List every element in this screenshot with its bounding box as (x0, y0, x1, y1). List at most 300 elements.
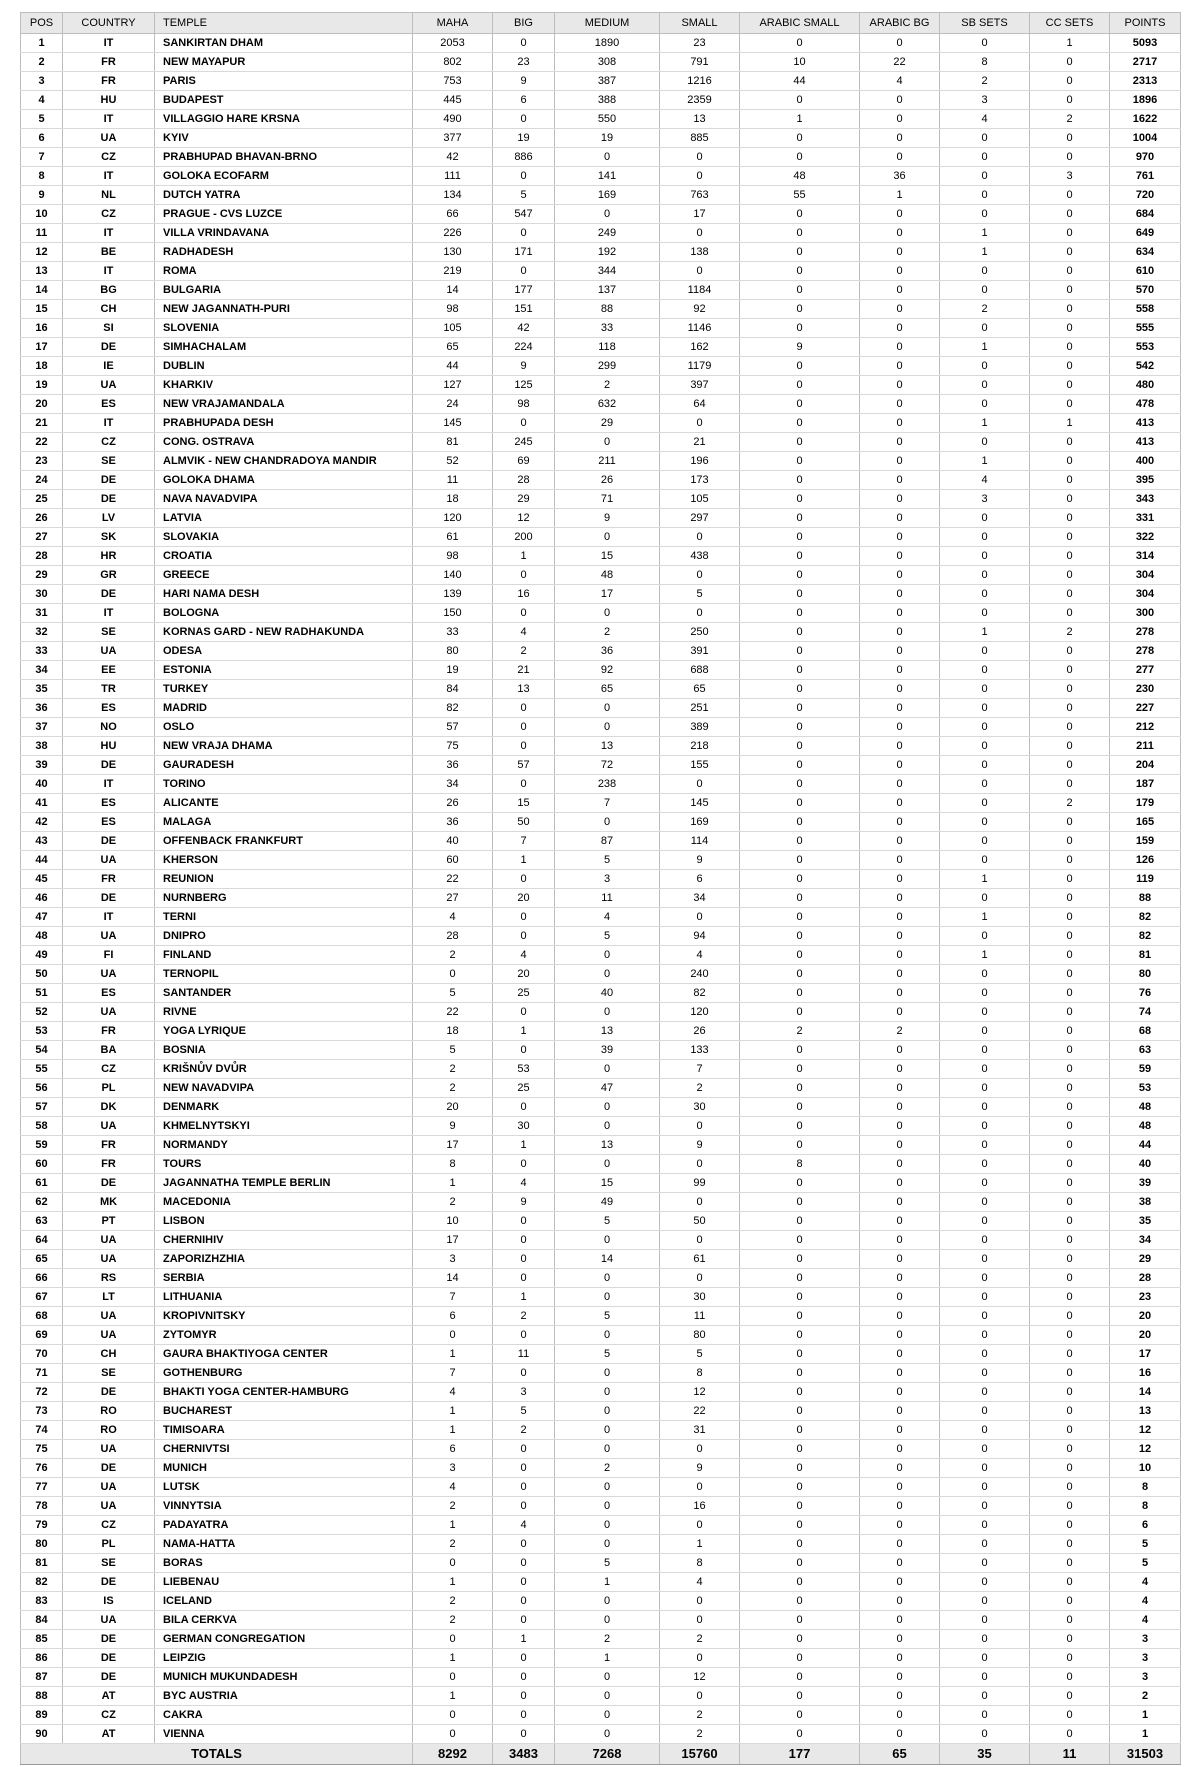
cell-country: DE (63, 1174, 155, 1193)
cell-big: 0 (493, 1554, 555, 1573)
cell-country: UA (63, 376, 155, 395)
cell-cc-sets: 0 (1030, 851, 1110, 870)
table-row (21, 300, 1181, 319)
cell-points: 331 (1110, 509, 1181, 528)
cell-country: UA (63, 1003, 155, 1022)
cell-big: 200 (493, 528, 555, 547)
cell-maha: 82 (413, 699, 493, 718)
cell-small: 2 (660, 1079, 740, 1098)
cell-small: 0 (660, 1516, 740, 1535)
cell-small: 218 (660, 737, 740, 756)
cell-arabic-small: 0 (740, 1003, 860, 1022)
cell-cc-sets: 0 (1030, 91, 1110, 110)
cell-cc-sets: 0 (1030, 1212, 1110, 1231)
cell-arabic-bg: 0 (860, 794, 940, 813)
cell-cc-sets: 0 (1030, 1706, 1110, 1725)
cell-medium: 0 (555, 1592, 660, 1611)
cell-cc-sets: 0 (1030, 338, 1110, 357)
cell-small: 0 (660, 148, 740, 167)
cell-arabic-bg: 0 (860, 357, 940, 376)
cell-temple: VINNYTSIA (155, 1497, 413, 1516)
cell-sb-sets: 2 (940, 300, 1030, 319)
cell-points: 165 (1110, 813, 1181, 832)
cell-pos: 53 (21, 1022, 63, 1041)
cell-points: 230 (1110, 680, 1181, 699)
cell-maha: 84 (413, 680, 493, 699)
cell-sb-sets: 0 (940, 1098, 1030, 1117)
cell-maha: 57 (413, 718, 493, 737)
cell-big: 2 (493, 1421, 555, 1440)
cell-pos: 27 (21, 528, 63, 547)
cell-medium: 87 (555, 832, 660, 851)
cell-big: 0 (493, 737, 555, 756)
cell-arabic-bg: 0 (860, 300, 940, 319)
cell-cc-sets: 0 (1030, 965, 1110, 984)
cell-medium: 36 (555, 642, 660, 661)
cell-pos: 39 (21, 756, 63, 775)
cell-country: IT (63, 262, 155, 281)
table-row (21, 1535, 1181, 1554)
total-small: 15760 (660, 1744, 740, 1765)
cell-pos: 49 (21, 946, 63, 965)
cell-temple: BYC AUSTRIA (155, 1687, 413, 1706)
cell-country: UA (63, 1231, 155, 1250)
cell-maha: 2 (413, 1193, 493, 1212)
cell-arabic-small: 0 (740, 281, 860, 300)
cell-temple: MACEDONIA (155, 1193, 413, 1212)
cell-cc-sets: 0 (1030, 1459, 1110, 1478)
cell-arabic-small: 0 (740, 965, 860, 984)
cell-pos: 76 (21, 1459, 63, 1478)
cell-sb-sets: 0 (940, 1079, 1030, 1098)
cell-maha: 36 (413, 756, 493, 775)
cell-maha: 42 (413, 148, 493, 167)
cell-country: DE (63, 756, 155, 775)
cell-big: 0 (493, 1003, 555, 1022)
cell-small: 50 (660, 1212, 740, 1231)
cell-pos: 70 (21, 1345, 63, 1364)
cell-temple: NEW VRAJA DHAMA (155, 737, 413, 756)
cell-temple: LISBON (155, 1212, 413, 1231)
cell-points: 126 (1110, 851, 1181, 870)
cell-sb-sets: 0 (940, 528, 1030, 547)
cell-temple: NEW VRAJAMANDALA (155, 395, 413, 414)
cell-country: FR (63, 72, 155, 91)
cell-cc-sets: 0 (1030, 1288, 1110, 1307)
cell-big: 1 (493, 547, 555, 566)
cell-maha: 5 (413, 1041, 493, 1060)
cell-maha: 1 (413, 1573, 493, 1592)
cell-maha: 14 (413, 281, 493, 300)
cell-sb-sets: 0 (940, 1193, 1030, 1212)
cell-pos: 13 (21, 262, 63, 281)
cell-country: UA (63, 1117, 155, 1136)
cell-country: EE (63, 661, 155, 680)
cell-sb-sets: 0 (940, 1231, 1030, 1250)
cell-cc-sets: 0 (1030, 357, 1110, 376)
cell-sb-sets: 0 (940, 604, 1030, 623)
cell-big: 0 (493, 1535, 555, 1554)
cell-arabic-small: 0 (740, 1060, 860, 1079)
table-row (21, 243, 1181, 262)
cell-sb-sets: 0 (940, 566, 1030, 585)
cell-arabic-small: 0 (740, 414, 860, 433)
cell-country: PL (63, 1079, 155, 1098)
cell-temple: CHERNIHIV (155, 1231, 413, 1250)
cell-small: 133 (660, 1041, 740, 1060)
table-row (21, 566, 1181, 585)
cell-sb-sets: 1 (940, 224, 1030, 243)
cell-medium: 0 (555, 1516, 660, 1535)
cell-big: 20 (493, 965, 555, 984)
table-row (21, 1041, 1181, 1060)
cell-pos: 42 (21, 813, 63, 832)
cell-country: FR (63, 1136, 155, 1155)
cell-arabic-bg: 0 (860, 433, 940, 452)
table-row (21, 1421, 1181, 1440)
cell-points: 1004 (1110, 129, 1181, 148)
cell-medium: 308 (555, 53, 660, 72)
cell-sb-sets: 0 (940, 1668, 1030, 1687)
cell-arabic-small: 0 (740, 1497, 860, 1516)
cell-big: 0 (493, 1212, 555, 1231)
cell-small: 297 (660, 509, 740, 528)
table-row (21, 1022, 1181, 1041)
cell-points: 20 (1110, 1326, 1181, 1345)
cell-temple: MUNICH (155, 1459, 413, 1478)
cell-temple: ROMA (155, 262, 413, 281)
cell-country: IS (63, 1592, 155, 1611)
cell-big: 0 (493, 1250, 555, 1269)
cell-sb-sets: 1 (940, 623, 1030, 642)
cell-country: PT (63, 1212, 155, 1231)
cell-arabic-small: 0 (740, 1478, 860, 1497)
cell-medium: 169 (555, 186, 660, 205)
cell-maha: 17 (413, 1231, 493, 1250)
cell-medium: 0 (555, 205, 660, 224)
cell-pos: 34 (21, 661, 63, 680)
cell-maha: 0 (413, 965, 493, 984)
cell-pos: 7 (21, 148, 63, 167)
cell-points: 3 (1110, 1649, 1181, 1668)
cell-sb-sets: 8 (940, 53, 1030, 72)
cell-medium: 0 (555, 1611, 660, 1630)
cell-arabic-small: 0 (740, 1611, 860, 1630)
cell-country: DE (63, 1383, 155, 1402)
cell-cc-sets: 0 (1030, 1193, 1110, 1212)
cell-country: FR (63, 870, 155, 889)
cell-cc-sets: 0 (1030, 1155, 1110, 1174)
cell-pos: 46 (21, 889, 63, 908)
table-row (21, 1174, 1181, 1193)
cell-points: 16 (1110, 1364, 1181, 1383)
cell-cc-sets: 0 (1030, 1421, 1110, 1440)
cell-temple: CROATIA (155, 547, 413, 566)
cell-medium: 26 (555, 471, 660, 490)
cell-arabic-bg: 1 (860, 186, 940, 205)
cell-cc-sets: 0 (1030, 756, 1110, 775)
cell-arabic-small: 0 (740, 1687, 860, 1706)
cell-arabic-small: 0 (740, 262, 860, 281)
cell-points: 59 (1110, 1060, 1181, 1079)
cell-small: 4 (660, 1573, 740, 1592)
cell-maha: 52 (413, 452, 493, 471)
cell-pos: 37 (21, 718, 63, 737)
cell-sb-sets: 0 (940, 585, 1030, 604)
cell-big: 6 (493, 91, 555, 110)
cell-big: 0 (493, 1155, 555, 1174)
cell-arabic-bg: 0 (860, 1478, 940, 1497)
cell-points: 970 (1110, 148, 1181, 167)
cell-cc-sets: 0 (1030, 1516, 1110, 1535)
cell-arabic-small: 55 (740, 186, 860, 205)
cell-arabic-small: 0 (740, 300, 860, 319)
cell-cc-sets: 0 (1030, 1022, 1110, 1041)
cell-sb-sets: 0 (940, 1421, 1030, 1440)
cell-small: 17 (660, 205, 740, 224)
table-row (21, 870, 1181, 889)
cell-big: 0 (493, 699, 555, 718)
cell-cc-sets: 0 (1030, 642, 1110, 661)
cell-medium: 14 (555, 1250, 660, 1269)
cell-country: UA (63, 1497, 155, 1516)
cell-big: 16 (493, 585, 555, 604)
cell-temple: BHAKTI YOGA CENTER-HAMBURG (155, 1383, 413, 1402)
cell-arabic-bg: 0 (860, 585, 940, 604)
cell-maha: 111 (413, 167, 493, 186)
cell-small: 162 (660, 338, 740, 357)
cell-sb-sets: 0 (940, 1630, 1030, 1649)
cell-cc-sets: 0 (1030, 1725, 1110, 1744)
cell-temple: NAMA-HATTA (155, 1535, 413, 1554)
cell-small: 94 (660, 927, 740, 946)
cell-medium: 0 (555, 1687, 660, 1706)
cell-big: 0 (493, 1364, 555, 1383)
cell-country: IT (63, 34, 155, 53)
cell-arabic-bg: 0 (860, 1250, 940, 1269)
cell-cc-sets: 0 (1030, 908, 1110, 927)
cell-arabic-bg: 0 (860, 1041, 940, 1060)
cell-arabic-small: 0 (740, 832, 860, 851)
table-row (21, 1402, 1181, 1421)
cell-temple: BOSNIA (155, 1041, 413, 1060)
cell-sb-sets: 0 (940, 1212, 1030, 1231)
cell-cc-sets: 0 (1030, 319, 1110, 338)
cell-big: 125 (493, 376, 555, 395)
cell-sb-sets: 0 (940, 1326, 1030, 1345)
cell-arabic-small: 0 (740, 547, 860, 566)
table-row (21, 395, 1181, 414)
cell-temple: SIMHACHALAM (155, 338, 413, 357)
cell-country: CZ (63, 433, 155, 452)
cell-country: ES (63, 794, 155, 813)
table-row (21, 946, 1181, 965)
cell-points: 227 (1110, 699, 1181, 718)
cell-small: 0 (660, 1478, 740, 1497)
table-row (21, 1725, 1181, 1744)
cell-arabic-small: 0 (740, 984, 860, 1003)
cell-pos: 54 (21, 1041, 63, 1060)
cell-cc-sets: 0 (1030, 262, 1110, 281)
cell-arabic-small: 0 (740, 319, 860, 338)
cell-cc-sets: 0 (1030, 53, 1110, 72)
cell-country: CZ (63, 1706, 155, 1725)
cell-big: 0 (493, 414, 555, 433)
cell-pos: 84 (21, 1611, 63, 1630)
cell-medium: 0 (555, 1668, 660, 1687)
cell-cc-sets: 1 (1030, 414, 1110, 433)
table-row (21, 1573, 1181, 1592)
cell-small: 31 (660, 1421, 740, 1440)
cell-pos: 50 (21, 965, 63, 984)
cell-arabic-bg: 0 (860, 566, 940, 585)
cell-maha: 26 (413, 794, 493, 813)
cell-medium: 211 (555, 452, 660, 471)
cell-small: 2 (660, 1725, 740, 1744)
cell-country: UA (63, 851, 155, 870)
cell-medium: 0 (555, 1288, 660, 1307)
cell-temple: TURKEY (155, 680, 413, 699)
cell-pos: 38 (21, 737, 63, 756)
cell-big: 0 (493, 1706, 555, 1725)
cell-arabic-bg: 0 (860, 1174, 940, 1193)
table-row (21, 927, 1181, 946)
cell-points: 35 (1110, 1212, 1181, 1231)
cell-temple: BUDAPEST (155, 91, 413, 110)
cell-maha: 4 (413, 908, 493, 927)
cell-temple: GAURA BHAKTIYOGA CENTER (155, 1345, 413, 1364)
cell-country: CZ (63, 205, 155, 224)
cell-maha: 27 (413, 889, 493, 908)
cell-pos: 28 (21, 547, 63, 566)
cell-medium: 0 (555, 1326, 660, 1345)
cell-small: 0 (660, 1440, 740, 1459)
cell-arabic-bg: 0 (860, 927, 940, 946)
cell-cc-sets: 0 (1030, 1098, 1110, 1117)
cell-arabic-small: 0 (740, 243, 860, 262)
table-row (21, 1288, 1181, 1307)
cell-arabic-bg: 0 (860, 1573, 940, 1592)
cell-points: 82 (1110, 908, 1181, 927)
cell-points: 34 (1110, 1231, 1181, 1250)
cell-maha: 7 (413, 1288, 493, 1307)
cell-cc-sets: 0 (1030, 528, 1110, 547)
cell-arabic-bg: 0 (860, 1364, 940, 1383)
cell-big: 0 (493, 1459, 555, 1478)
cell-points: 400 (1110, 452, 1181, 471)
cell-arabic-small: 0 (740, 699, 860, 718)
cell-big: 245 (493, 433, 555, 452)
cell-cc-sets: 0 (1030, 984, 1110, 1003)
cell-points: 159 (1110, 832, 1181, 851)
cell-arabic-bg: 0 (860, 908, 940, 927)
cell-maha: 3 (413, 1459, 493, 1478)
cell-medium: 0 (555, 1364, 660, 1383)
cell-arabic-small: 0 (740, 34, 860, 53)
cell-temple: TORINO (155, 775, 413, 794)
cell-cc-sets: 0 (1030, 1079, 1110, 1098)
cell-pos: 81 (21, 1554, 63, 1573)
cell-small: 791 (660, 53, 740, 72)
cell-maha: 34 (413, 775, 493, 794)
cell-country: UA (63, 1611, 155, 1630)
cell-sb-sets: 0 (940, 1383, 1030, 1402)
cell-small: 9 (660, 1459, 740, 1478)
cell-country: BG (63, 281, 155, 300)
cell-country: FR (63, 1022, 155, 1041)
cell-big: 4 (493, 946, 555, 965)
cell-pos: 78 (21, 1497, 63, 1516)
cell-temple: LATVIA (155, 509, 413, 528)
table-row (21, 319, 1181, 338)
cell-temple: RIVNE (155, 1003, 413, 1022)
cell-medium: 137 (555, 281, 660, 300)
cell-big: 886 (493, 148, 555, 167)
table-row (21, 1687, 1181, 1706)
cell-big: 4 (493, 623, 555, 642)
cell-pos: 2 (21, 53, 63, 72)
cell-temple: HARI NAMA DESH (155, 585, 413, 604)
cell-big: 12 (493, 509, 555, 528)
cell-small: 1216 (660, 72, 740, 91)
cell-points: 684 (1110, 205, 1181, 224)
cell-maha: 14 (413, 1269, 493, 1288)
cell-arabic-bg: 0 (860, 1725, 940, 1744)
cell-small: 0 (660, 167, 740, 186)
cell-points: 278 (1110, 642, 1181, 661)
table-row (21, 756, 1181, 775)
cell-temple: KRIŠNŮV DVŮR (155, 1060, 413, 1079)
cell-maha: 40 (413, 832, 493, 851)
cell-cc-sets: 0 (1030, 927, 1110, 946)
cell-points: 12 (1110, 1421, 1181, 1440)
cell-country: CZ (63, 1060, 155, 1079)
cell-small: 16 (660, 1497, 740, 1516)
cell-maha: 2 (413, 1611, 493, 1630)
cell-pos: 72 (21, 1383, 63, 1402)
cell-arabic-bg: 0 (860, 870, 940, 889)
cell-sb-sets: 0 (940, 395, 1030, 414)
cell-medium: 65 (555, 680, 660, 699)
cell-cc-sets: 0 (1030, 433, 1110, 452)
cell-temple: KHERSON (155, 851, 413, 870)
cell-temple: KROPIVNITSKY (155, 1307, 413, 1326)
cell-country: RS (63, 1269, 155, 1288)
cell-points: 570 (1110, 281, 1181, 300)
cell-country: CH (63, 1345, 155, 1364)
cell-arabic-bg: 0 (860, 718, 940, 737)
cell-temple: LITHUANIA (155, 1288, 413, 1307)
cell-medium: 39 (555, 1041, 660, 1060)
cell-small: 885 (660, 129, 740, 148)
table-row (21, 1668, 1181, 1687)
cell-medium: 0 (555, 1402, 660, 1421)
cell-big: 0 (493, 870, 555, 889)
cell-cc-sets: 2 (1030, 110, 1110, 129)
cell-small: 688 (660, 661, 740, 680)
total-points: 31503 (1110, 1744, 1181, 1765)
cell-maha: 7 (413, 1364, 493, 1383)
total-cc-sets: 11 (1030, 1744, 1110, 1765)
cell-medium: 118 (555, 338, 660, 357)
cell-medium: 0 (555, 1269, 660, 1288)
cell-pos: 88 (21, 1687, 63, 1706)
cell-points: 20 (1110, 1307, 1181, 1326)
cell-big: 69 (493, 452, 555, 471)
cell-points: 8 (1110, 1497, 1181, 1516)
cell-arabic-bg: 0 (860, 965, 940, 984)
table-row (21, 509, 1181, 528)
